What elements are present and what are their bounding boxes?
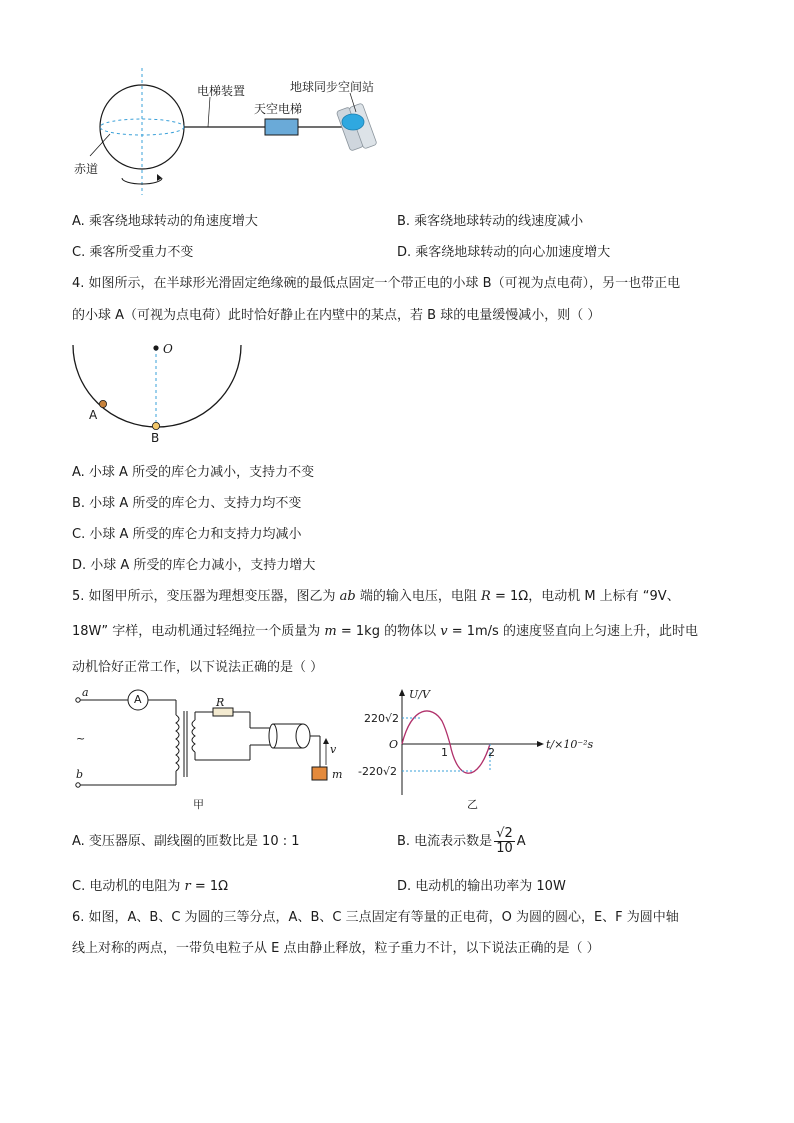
q3-option-c: C. 乘客所受重力不变 xyxy=(72,245,194,260)
origin-label: O xyxy=(389,738,399,751)
tick-1-label: 1 xyxy=(441,746,448,759)
sky-elevator-label: 天空电梯 xyxy=(254,102,303,116)
sky-elevator-box xyxy=(265,119,298,135)
terminal-a-label: a xyxy=(82,686,89,699)
equator-ellipse xyxy=(100,119,184,135)
tick-2-label: 2 xyxy=(488,746,495,759)
q5-stem-line2: 18W” 字样，电动机通过轻绳拉一个质量为 m = 1kg 的物体以 v = 1m/s 的速度竖直向上匀速上升，此时电 xyxy=(72,624,698,639)
q5-stem-line3: 动机恰好正常工作，以下说法正确的是（ ） xyxy=(72,660,324,675)
q4-stem-line1: 4. 如图所示，在半球形光滑固定绝缘碗的最低点固定一个带正电的小球 B（可视为点电荷），另一也带正电 xyxy=(72,276,681,291)
mass-m-label: m xyxy=(332,768,343,781)
ac-source-tilde: ~ xyxy=(76,732,86,745)
q5-stem-line1: 5. 如图甲所示，变压器为理想变压器，图乙为 ab 端的输入电压，电阻 R = 1Ω，电动机 M 上标有 “9V、 xyxy=(72,589,680,604)
q3-option-b: B. 乘客绕地球转动的线速度减小 xyxy=(397,214,584,229)
label-o: O xyxy=(163,342,173,356)
figure-yi-caption: 乙 xyxy=(467,798,478,811)
figure-jia-caption: 甲 xyxy=(193,798,204,811)
y-min-label: -220√2 xyxy=(358,765,397,778)
q4-stem-line2: 的小球 A（可视为点电荷）此时恰好静止在内壁中的某点，若 B 球的电量缓慢减小，则（ ） xyxy=(72,308,601,323)
q5-option-b: B. 电流表示数是 $\frac{√2}{10}$ A xyxy=(397,826,526,856)
earth-circle xyxy=(100,85,184,169)
q4-option-c: C. 小球 A 所受的库仑力和支持力均减小 xyxy=(72,527,302,542)
motor-icon xyxy=(269,724,310,748)
mass-block xyxy=(312,767,327,780)
q6-stem-line1: 6. 如图，A、B、C 为圆的三等分点，A、B、C 三点固定有等量的正电荷，O 为圆的圆心，E、F 为圆中轴 xyxy=(72,910,679,925)
terminal-b-label: b xyxy=(76,768,84,781)
q5-option-c: C. 电动机的电阻为 r = 1Ω xyxy=(72,879,229,894)
q4-option-a: A. 小球 A 所受的库仑力减小，支持力不变 xyxy=(72,465,315,480)
ball-a xyxy=(99,400,106,407)
q3-option-a: A. 乘客绕地球转动的角速度增大 xyxy=(72,214,258,229)
center-point-o xyxy=(153,345,158,350)
q3-option-d: D. 乘客绕地球转动的向心加速度增大 xyxy=(397,245,611,260)
q4-option-b: B. 小球 A 所受的库仑力、支持力均不变 xyxy=(72,496,302,511)
secondary-coil xyxy=(192,720,195,752)
bowl-arc xyxy=(73,345,241,427)
y-max-label: 220√2 xyxy=(364,712,400,725)
y-axis-label: U/V xyxy=(409,688,430,701)
velocity-v-label: v xyxy=(330,743,337,756)
label-b: B xyxy=(151,431,160,445)
primary-coil xyxy=(176,715,179,771)
elevator-device-label: 电梯装置 xyxy=(197,84,246,98)
q4-option-d: D. 小球 A 所受的库仑力减小，支持力增大 xyxy=(72,558,316,573)
equator-label: 赤道 xyxy=(74,162,99,176)
x-axis-label: t/×10⁻²s xyxy=(546,738,594,751)
ammeter-label: A xyxy=(134,693,142,706)
q6-stem-line2: 线上对称的两点，一带负电粒子从 E 点由静止释放，粒子重力不计，以下说法正确的是（ ） xyxy=(72,941,600,956)
space-station-label: 地球同步空间站 xyxy=(290,80,375,94)
current-fraction: $\frac{√2}{10}$ xyxy=(496,826,513,856)
space-station-icon xyxy=(336,103,377,151)
label-a: A xyxy=(89,408,98,422)
resistor-r-label: R xyxy=(216,696,225,709)
q5-option-d: D. 电动机的输出功率为 10W xyxy=(397,879,566,894)
q5-option-a: A. 变压器原、副线圈的匝数比是 10 : 1 xyxy=(72,834,300,849)
